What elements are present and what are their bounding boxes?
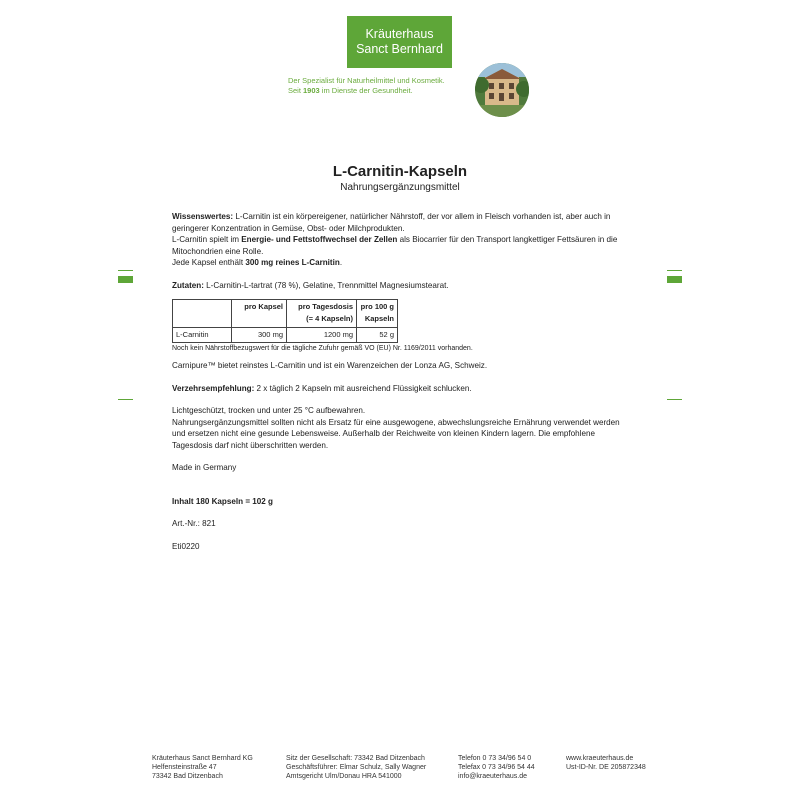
footer-line: Sitz der Gesellschaft: 73342 Bad Ditzenbach xyxy=(286,755,425,762)
crop-tick-right-bottom xyxy=(667,399,682,400)
footer-contact xyxy=(458,754,535,781)
wissenswertes-text: L-Carnitin ist ein körpereigener, natürlicher Nährstoff, der vor allem in Fleisch vorhanden ist, aber auch in geringerer Konzentration in Gemüse, Obst- oder Milchprodukten. xyxy=(172,212,611,233)
table-cell: 1200 mg xyxy=(287,328,357,343)
footer-line: Ust-ID-Nr. DE 205872348 xyxy=(566,764,646,771)
hinweis-paragraph: Nahrungsergänzungsmittel sollten nicht als Ersatz für eine ausgewogene, abwechslungsreiche Ernährung verwendet werden und ersetzen nicht eine gesunde Lebensweise. Außerhalb der Reichweite von kleinen Kindern lagern. Die empfohlene Tagesdosis darf nicht überschritten werden. xyxy=(172,417,620,450)
slogan-prefix: Seit xyxy=(288,86,304,95)
rolle-paragraph xyxy=(172,234,632,257)
footer-line: Telefax 0 73 34/96 54 44 xyxy=(458,764,535,771)
footer-company xyxy=(152,754,253,781)
table-cell: 300 mg xyxy=(232,328,287,343)
logo-line-1: Kräuterhaus xyxy=(365,27,434,41)
footer-website-link[interactable]: www.kraeuterhaus.de xyxy=(566,755,634,762)
verzehr-paragraph xyxy=(172,383,632,395)
lagerung-paragraph: Lichtgeschützt, trocken und unter 25 °C aufbewahren. xyxy=(172,406,366,415)
made-in-paragraph: Made in Germany xyxy=(172,463,237,472)
table-header-cell: pro Kapsel xyxy=(232,300,287,328)
kapsel-bold: 300 mg reines L-Carnitin xyxy=(245,258,340,267)
slogan-year: 1903 xyxy=(303,86,320,95)
zutaten-text: L-Carnitin-L-tartrat (78 %), Gelatine, Trennmittel Magnesiumstearat. xyxy=(203,280,449,290)
table-header-cell xyxy=(173,300,232,328)
nutrition-table xyxy=(172,299,398,343)
crop-mark-right xyxy=(667,276,682,283)
footer-line: Telefon 0 73 34/96 54 0 xyxy=(458,755,532,762)
table-header-cell: pro Tagesdosis (= 4 Kapseln) xyxy=(287,300,357,328)
footer-line: Amtsgericht Ulm/Donau HRA 541000 xyxy=(286,773,402,780)
kapsel-paragraph xyxy=(172,257,632,269)
brand-logo xyxy=(347,16,452,68)
table-header-row xyxy=(173,300,398,328)
kapsel-prefix: Jede Kapsel enthält xyxy=(172,258,246,267)
wissenswertes-paragraph xyxy=(172,211,632,234)
eti-paragraph: Eti0220 xyxy=(172,541,200,551)
verzehr-label: Verzehrsempfehlung: xyxy=(172,383,255,393)
slogan xyxy=(288,76,468,96)
crop-tick-left-bottom xyxy=(118,399,133,400)
table-cell: 52 g xyxy=(357,328,398,343)
inhalt-paragraph xyxy=(172,496,632,508)
footer-line: Geschäftsführer: Elmar Schulz, Sally Wagner xyxy=(286,764,427,771)
wissenswertes-label: Wissenswertes: xyxy=(172,212,234,221)
zutaten-label: Zutaten: xyxy=(172,280,204,290)
verzehr-text: 2 x täglich 2 Kapseln mit ausreichend Flüssigkeit schlucken. xyxy=(254,383,472,393)
carnipure-paragraph: Carnipure™ bietet reinstes L-Carnitin und ist ein Warenzeichen der Lonza AG, Schweiz. xyxy=(172,361,488,370)
crop-tick-left-top xyxy=(118,270,133,271)
footer-line: Helfensteinstraße 47 xyxy=(152,764,217,771)
artnr-paragraph: Art.-Nr.: 821 xyxy=(172,519,216,528)
footer-web xyxy=(566,754,646,772)
slogan-line-2 xyxy=(288,86,468,96)
table-cell: L-Carnitin xyxy=(173,328,232,343)
crop-mark-left xyxy=(118,276,133,283)
inhalt-text: Inhalt 180 Kapseln = 102 g xyxy=(172,496,273,506)
table-note: Noch kein Nährstoffbezugswert für die tägliche Zufuhr gemäß VO (EU) Nr. 1169/2011 vorhanden. xyxy=(172,344,473,352)
rolle-suffix: als Biocarrier für den Transport langkettiger Fettsäuren in die Mitochondrien eine Rolle. xyxy=(172,235,618,256)
footer-legal xyxy=(286,754,426,781)
building-photo xyxy=(475,63,529,117)
product-title: L-Carnitin-Kapseln xyxy=(332,163,468,180)
crop-tick-right-top xyxy=(667,270,682,271)
product-subtitle: Nahrungsergänzungsmittel xyxy=(340,182,460,193)
footer-line: 73342 Bad Ditzenbach xyxy=(152,773,223,780)
table-header-cell: pro 100 g Kapseln xyxy=(357,300,398,328)
footer-email[interactable]: info@kraeuterhaus.de xyxy=(458,773,527,780)
label-content xyxy=(172,211,632,552)
rolle-bold: Energie- und Fettstoffwechsel der Zellen xyxy=(241,235,398,244)
rolle-prefix: L-Carnitin spielt im xyxy=(172,235,242,244)
table-row xyxy=(173,328,398,343)
kapsel-suffix: . xyxy=(339,258,343,267)
slogan-line-1: Der Spezialist für Naturheilmittel und Kosmetik. xyxy=(288,76,445,85)
logo-line-2: Sanct Bernhard xyxy=(356,42,443,56)
slogan-suffix: im Dienste der Gesundheit. xyxy=(319,86,413,95)
zutaten-paragraph xyxy=(172,280,632,292)
footer-line: Kräuterhaus Sanct Bernhard KG xyxy=(152,755,253,762)
